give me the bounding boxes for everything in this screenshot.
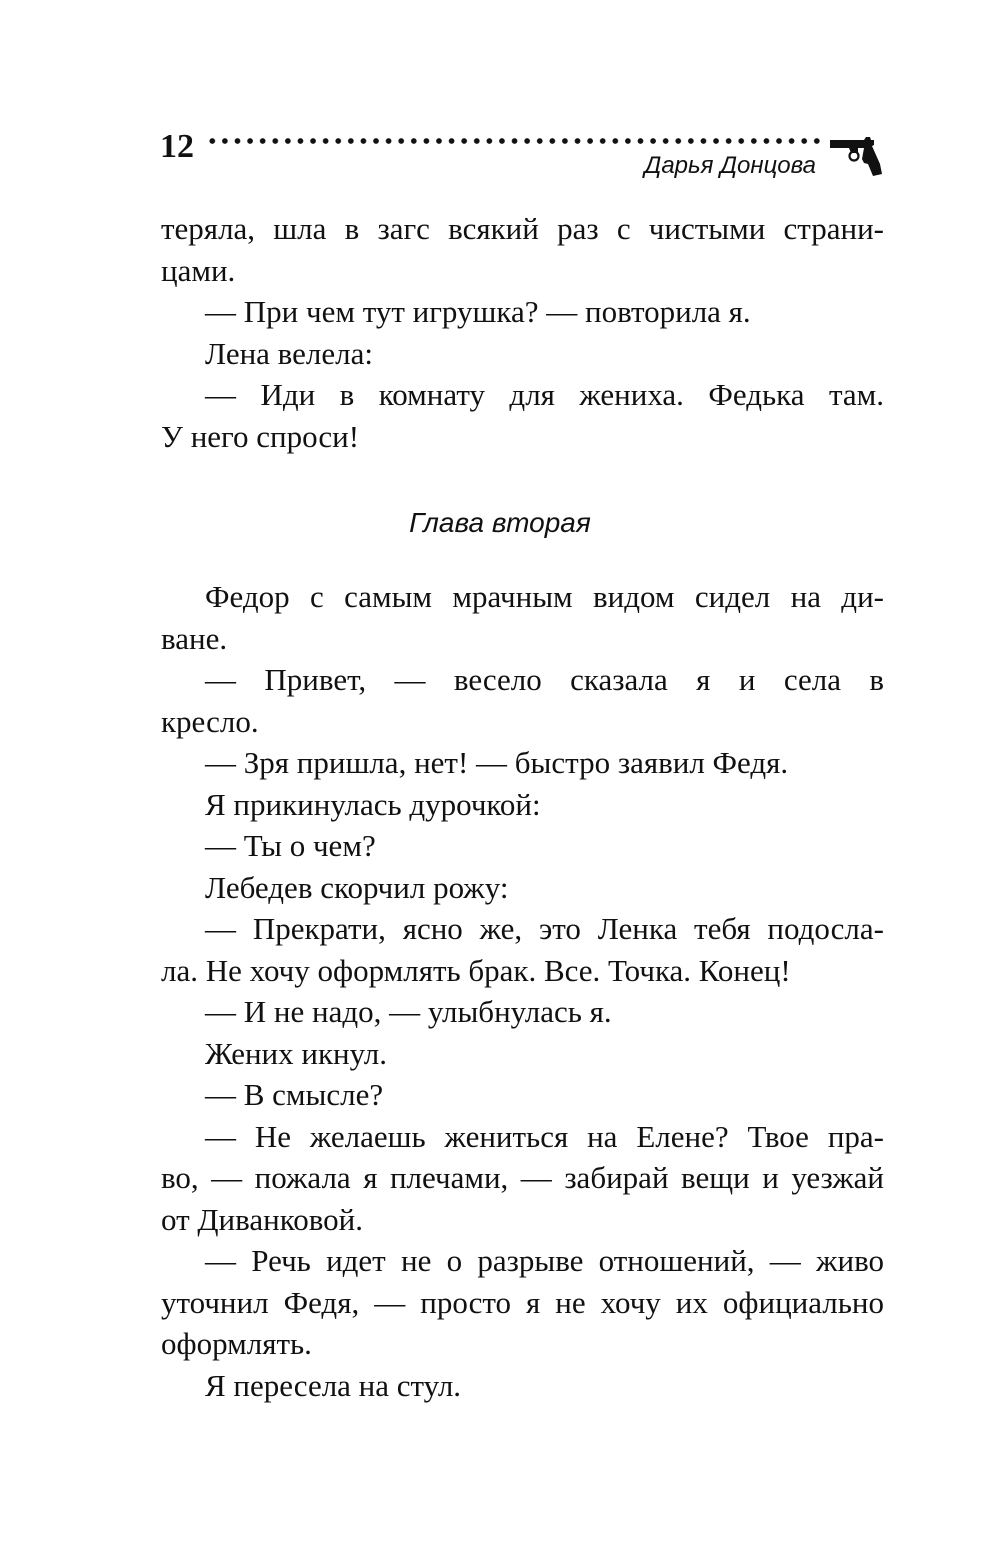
text-line: — При чем тут игрушка? — повторила я. (205, 294, 751, 329)
text-line: оформлять. (161, 1326, 312, 1361)
text-line: Лебедев скорчил рожу: (205, 869, 509, 905)
text-line: — И не надо, — улыбнулась я. (205, 994, 612, 1029)
text-block-top (161, 208, 884, 457)
text-line: У него спроси! (161, 418, 360, 454)
text-line: Я прикинулась дурочкой: (205, 786, 541, 822)
text-line: Я пересела на стул. (205, 1367, 462, 1403)
text-line: Жених икнул. (205, 1035, 387, 1071)
page-number: 12 (160, 128, 194, 165)
text-line: кресло. (161, 703, 259, 739)
text-line: — Ты о чем? (205, 828, 376, 863)
chapter-title: Глава вторая (409, 507, 591, 538)
text-line: ване. (161, 620, 228, 656)
text-line: теряла, шла в загс всякий раз с чистыми страни- (161, 211, 884, 246)
text-line: во, — пожала я плечами, — забирай вещи и уезжай (161, 1160, 884, 1195)
text-line: — Привет, — весело сказала я и села в (205, 662, 884, 697)
revolver-icon (828, 134, 888, 178)
text-line: — Не желаешь жениться на Елене? Твое пра- (205, 1118, 884, 1154)
text-line: Федор с самым мрачным видом сидел на ди- (205, 579, 884, 614)
dotted-rule (206, 138, 826, 144)
text-line: — Прекрати, ясно же, это Ленка тебя подосла- (205, 911, 884, 946)
text-line: — Иди в комнату для жениха. Федька там. (205, 377, 884, 412)
text-line: уточнил Федя, — просто я не хочу их официально (161, 1284, 884, 1320)
text-line: — В смысле? (205, 1077, 384, 1112)
text-line: от Диванковой. (161, 1201, 363, 1237)
text-line: — Зря пришла, нет! — быстро заявил Федя. (205, 745, 789, 780)
text-line: цами. (161, 252, 236, 288)
text-block-main (161, 576, 884, 1406)
text-line: — Речь идет не о разрыве отношений, — живо (205, 1243, 884, 1278)
running-header-author: Дарья Донцова (644, 152, 816, 179)
text-line: ла. Не хочу оформлять брак. Все. Точка. Конец! (161, 952, 791, 988)
text-line: Лена велела: (205, 335, 373, 371)
